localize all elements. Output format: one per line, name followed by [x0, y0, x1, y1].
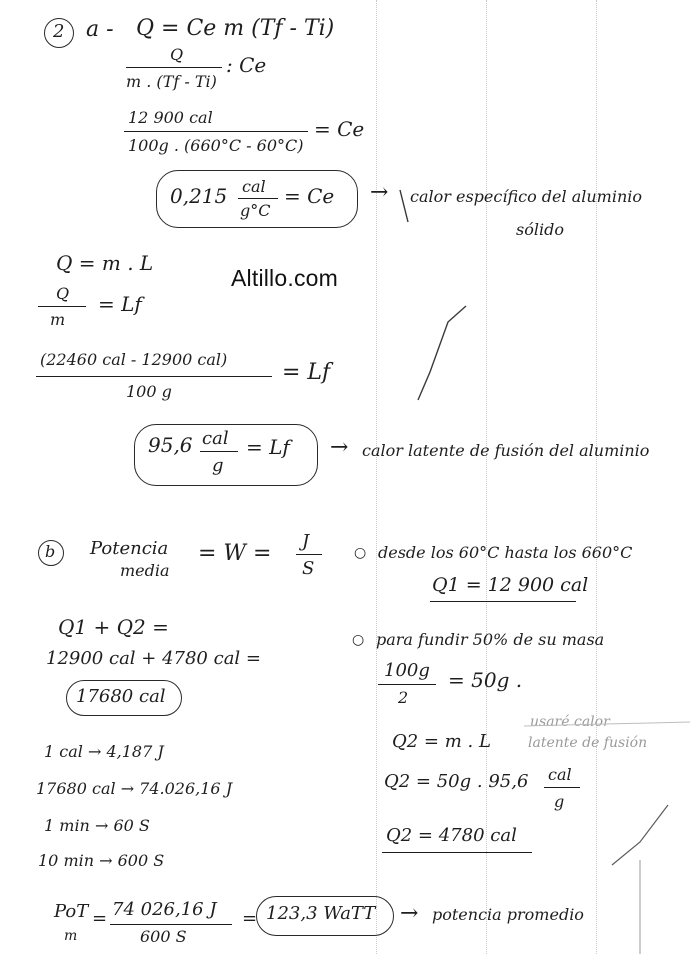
equals-sign: =: [242, 908, 258, 929]
latent-heat-value: 95,6: [148, 433, 193, 457]
unit-numerator: cal: [202, 428, 229, 449]
fraction-denominator: m . (Tf - Ti): [126, 72, 217, 91]
fraction-denominator: 100g . (660°C - 60°C): [128, 136, 304, 155]
strike-through-stroke: [524, 722, 690, 726]
arrow-icon: →: [330, 435, 349, 460]
unit-denominator: g: [554, 792, 565, 811]
unit-numerator: J: [302, 531, 310, 552]
part-a-label: a -: [86, 17, 114, 42]
heat-sum-calculation: 12900 cal + 4780 cal =: [46, 648, 261, 669]
arrow-icon: →: [370, 180, 389, 205]
fraction-denominator: m: [50, 310, 66, 329]
arrow-icon: →: [400, 901, 419, 926]
power-equation: = W =: [198, 541, 272, 566]
power-result-value: 123,3 WaTT: [266, 903, 376, 924]
conversion-ten-minutes: 10 min → 600 S: [38, 851, 165, 870]
q2-result: Q2 = 4780 cal: [386, 825, 517, 846]
unit-denominator: g: [212, 455, 224, 476]
equation-rhs: = Ce: [314, 117, 365, 141]
watermark-text: Altillo.com: [231, 265, 339, 291]
fraction-numerator: Q: [56, 284, 70, 303]
heat-equation: Q = Ce m (Tf - Ti): [136, 16, 335, 41]
checkmark-stroke: [418, 306, 466, 400]
equation-rhs: = Lf: [98, 292, 142, 316]
power-denominator: 600 S: [140, 927, 187, 946]
conversion-total-joules: 17680 cal → 74.026,16 J: [36, 779, 233, 798]
specific-heat-note-line2: sólido: [516, 220, 564, 239]
part-b-label: b: [45, 542, 56, 561]
unit-numerator: cal: [548, 765, 572, 784]
conversion-minute-seconds: 1 min → 60 S: [44, 816, 150, 835]
equation-rhs: = Lf: [282, 360, 331, 385]
unit-denominator: g°C: [240, 201, 271, 220]
power-average-subscript: m: [64, 928, 78, 944]
total-heat-value: 17680 cal: [76, 686, 166, 707]
power-average-label: PoT: [54, 901, 89, 922]
power-note: potencia promedio: [432, 905, 584, 924]
heat-sum-label: Q1 + Q2 =: [58, 615, 169, 639]
problem-number: 2: [53, 21, 65, 42]
bullet-text-temperature-range: desde los 60°C hasta los 660°C: [378, 543, 633, 562]
power-label-line2: media: [120, 561, 170, 580]
fraction-numerator: Q: [170, 45, 184, 64]
latent-heat-equation: Q = m . L: [56, 251, 154, 275]
power-numerator: 74 026,16 J: [112, 899, 217, 920]
mass-denominator: 2: [398, 688, 409, 707]
fraction-denominator: 100 g: [126, 382, 172, 401]
equation-rhs: : Ce: [226, 53, 267, 77]
equals-sign: =: [92, 908, 108, 929]
specific-heat-note: calor específico del aluminio: [410, 187, 643, 206]
power-label: Potencia: [90, 538, 169, 559]
mass-numerator: 100g: [384, 660, 430, 681]
q1-value: Q1 = 12 900 cal: [432, 574, 589, 596]
q2-calculation: Q2 = 50g . 95,6: [384, 771, 529, 792]
bullet-icon: ○: [352, 632, 365, 648]
q2-formula: Q2 = m . L: [392, 731, 491, 752]
conversion-calorie-joule: 1 cal → 4,187 J: [44, 742, 164, 761]
latent-heat-note: calor latente de fusión del aluminio: [362, 441, 650, 460]
fraction-numerator: 12 900 cal: [128, 108, 213, 127]
bullet-text-melt-half: para fundir 50% de su masa: [376, 630, 605, 649]
mass-result: = 50g .: [448, 668, 523, 692]
specific-heat-value: 0,215: [170, 184, 228, 208]
note-bracket-stroke: [400, 190, 408, 222]
checkmark-stroke: [612, 805, 668, 865]
faint-crossed-note-line2: latente de fusión: [528, 735, 648, 751]
equation-rhs: = Ce: [284, 184, 335, 208]
unit-numerator: cal: [242, 177, 266, 196]
bullet-icon: ○: [354, 545, 367, 561]
fraction-numerator: (22460 cal - 12900 cal): [40, 350, 228, 369]
faint-crossed-note: usaré calor: [530, 714, 610, 730]
unit-denominator: S: [302, 558, 315, 579]
equation-rhs: = Lf: [246, 435, 290, 459]
